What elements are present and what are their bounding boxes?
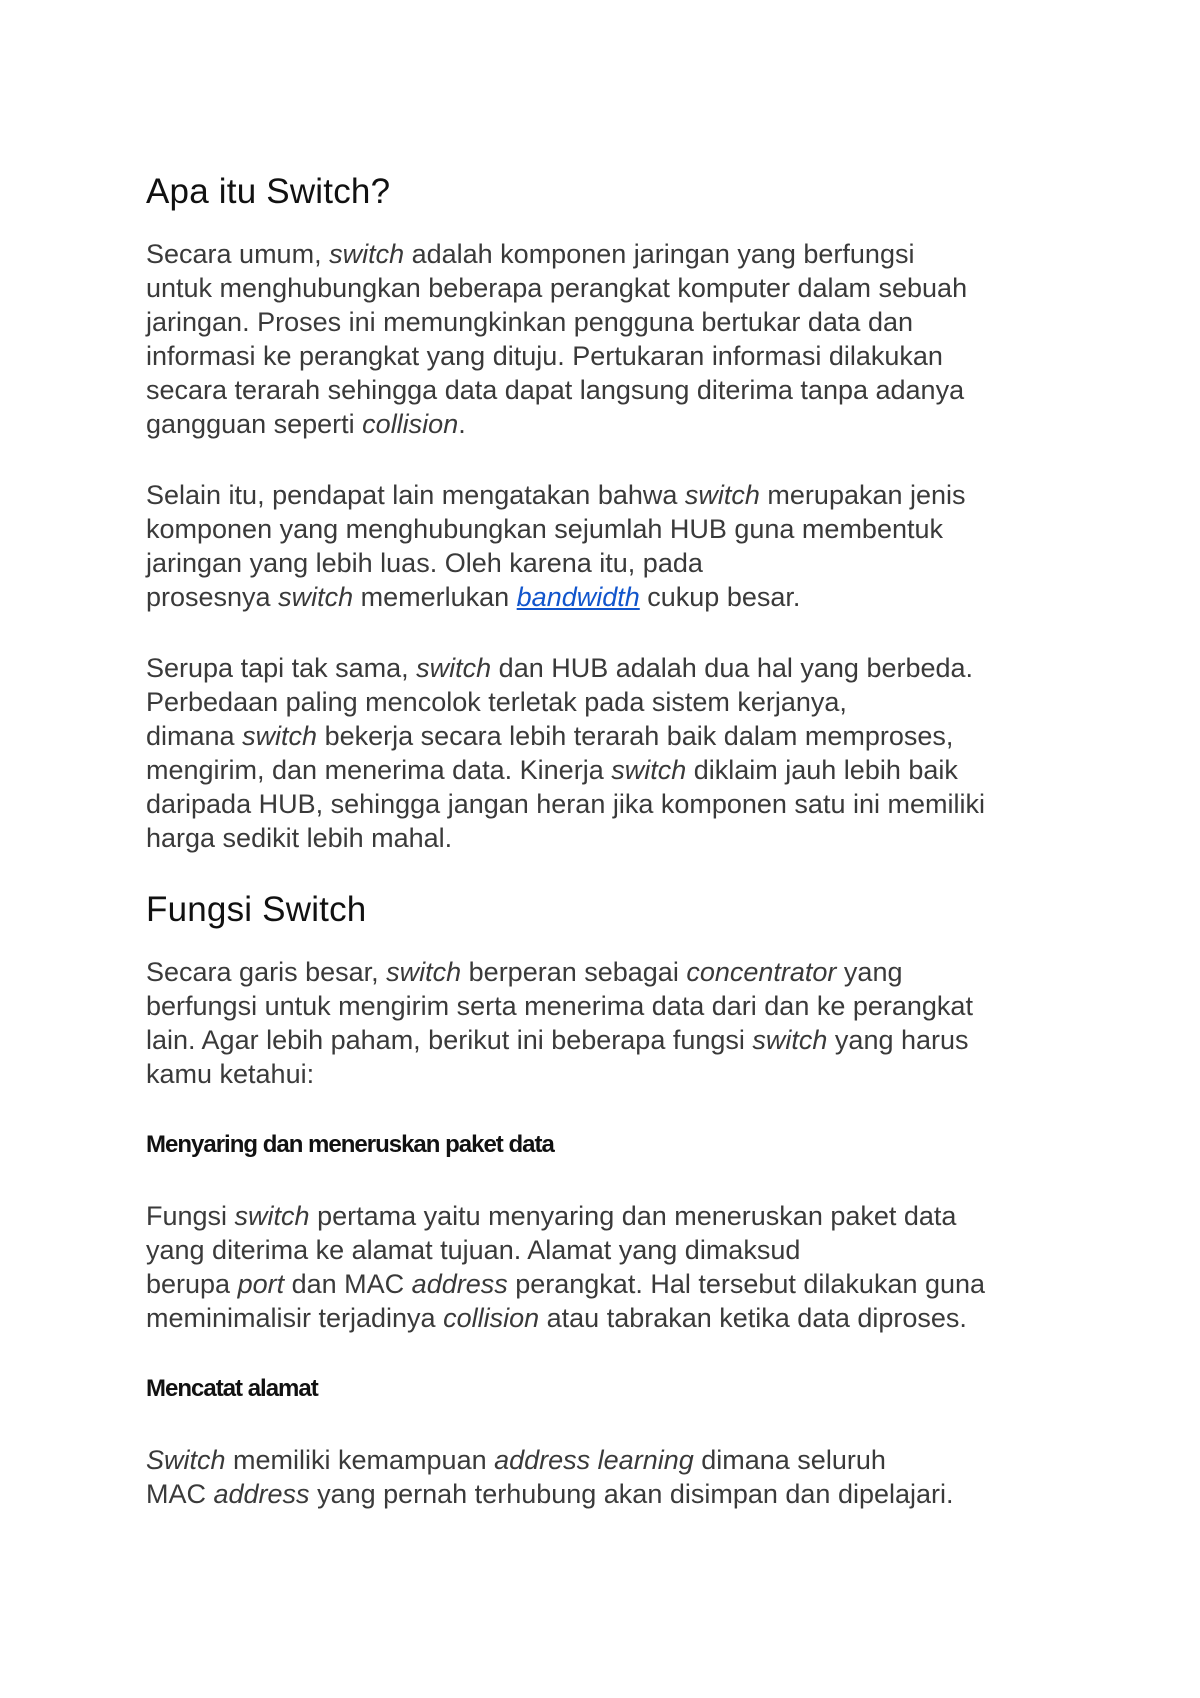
heading-fungsi-switch: Fungsi Switch: [146, 890, 367, 929]
bandwidth-link[interactable]: bandwidth: [516, 582, 640, 612]
paragraph-definition: Secara umum, switch adalah komponen jaringan yang berfungsi untuk menghubungkan beberapa perangkat komputer dalam sebuah jaringan. Proses ini memungkinkan pengguna bertukar data dan informasi ke perangkat yang dituju. Pertukaran informasi dilakukan secara terarah sehingga data dapat langsung diterima tanpa adanya gangguan seperti collision.: [146, 239, 968, 439]
paragraph-mencatat-alamat: Switch memiliki kemampuan address learning dimana seluruh MAC address yang pernah terhubung akan disimpan dan dipelajari.: [146, 1445, 954, 1509]
paragraph-menyaring: Fungsi switch pertama yaitu menyaring dan meneruskan paket data yang diterima ke alamat tujuan. Alamat yang dimaksud berupa port dan MAC address perangkat. Hal tersebut dilakukan guna meminimalisir terjadinya collision atau tabrakan ketika data diproses.: [146, 1201, 986, 1333]
paragraph-switch-vs-hub: Serupa tapi tak sama, switch dan HUB adalah dua hal yang berbeda. Perbedaan paling mencolok terletak pada sistem kerjanya, dimana switch bekerja secara lebih terarah baik dalam memproses, mengirim, dan menerima data. Kinerja switch diklaim jauh lebih baik daripada HUB, sehingga jangan heran jika komponen satu ini memiliki harga sedikit lebih mahal.: [146, 653, 985, 853]
paragraph-other-opinion: Selain itu, pendapat lain mengatakan bahwa switch merupakan jenis komponen yang menghubungkan sejumlah HUB guna membentuk jaringan yang lebih luas. Oleh karena itu, pada prosesnya switch memerlukan bandwidth cukup besar.: [146, 480, 966, 612]
subheading-menyaring: Menyaring dan meneruskan paket data: [146, 1131, 554, 1158]
paragraph-fungsi-intro: Secara garis besar, switch berperan sebagai concentrator yang berfungsi untuk mengirim serta menerima data dari dan ke perangkat lain. Agar lebih paham, berikut ini beberapa fungsi switch yang harus kamu ketahui:: [146, 957, 973, 1089]
document-page: [146, 171, 1086, 1511]
heading-apa-itu-switch: Apa itu Switch?: [146, 172, 391, 211]
subheading-mencatat-alamat: Mencatat alamat: [146, 1375, 318, 1402]
